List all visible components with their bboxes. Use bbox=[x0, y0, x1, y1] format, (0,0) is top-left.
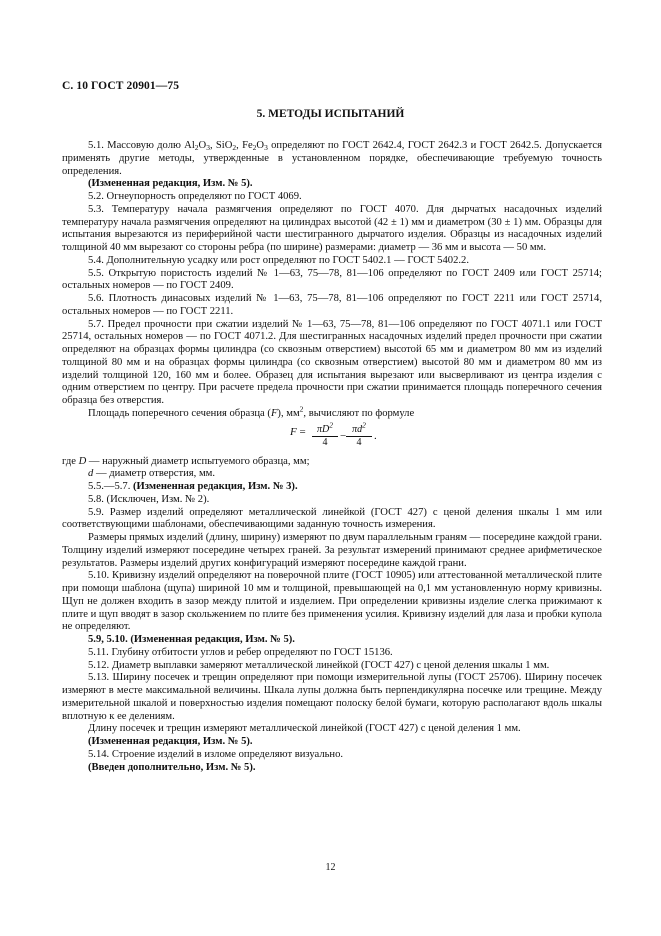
paragraph-5-9-b: Размеры прямых изделий (длину, ширину) измеряют по двум параллельным граням — посередине каждой грани. Толщину изделий измеряют посередине четырех граней. За результат измерений принимают среднее арифметическое результатов. Размеры изделий других конфигураций измеряют посередине каждой грани. bbox=[62, 532, 602, 569]
formula-lhs: F = bbox=[290, 425, 306, 438]
paragraph-5-12: 5.12. Диаметр выплавки замеряют металлической линейкой (ГОСТ 427) с ценой деления шкалы 1 мм. bbox=[88, 659, 550, 671]
where-d: d — диаметр отверстия, мм. bbox=[88, 468, 216, 480]
paragraph-5-6: 5.6. Плотность динасовых изделий № 1—63, 75—78, 81—106 определяют по ГОСТ 2211 или ГОСТ 25714, остальных номеров — по ГОСТ 2211. bbox=[62, 293, 602, 317]
formula-fraction-outer: $\frac{\pi D^2}{4}$ bbox=[312, 424, 338, 451]
paragraph-5-5-5-7: 5.5.—5.7. (Измененная редакция, Изм. № 3). bbox=[88, 481, 298, 492]
addition-note: (Введен дополнительно, Изм. № 5). bbox=[88, 761, 256, 773]
paragraph-5-3: 5.3. Температуру начала размягчения определяют по ГОСТ 4070. Для дырчатых насадочных изделий температуру начала размягчения определяют на цилиндрах высотой (42 ± 1) мм и диаметром (30 ± 1) мм. Образцы для испытания вырезаются из периферийной части шестигранного дырчатого изделия. Образцы из насадочных изделий толщиной 40 мм вырезают со стороны ребра (по ширине) размерами: диаметр — 36 мм и высота — 50 мм. bbox=[62, 203, 602, 253]
paragraph-5-1: 5.1. Массовую долю $Al_2O_3$, SiO$_2$, $Fe_2O_3$ определяют по ГОСТ 2642.4, ГОСТ 2642.3 и ГОСТ 2642.5. Допускается применять другие методы, утвержденные в установленном порядке, обеспечивающие требуемую точность определения. bbox=[62, 140, 602, 177]
page-number: 12 bbox=[325, 862, 336, 873]
section-title: 5. МЕТОДЫ ИСПЫТАНИЙ bbox=[256, 108, 405, 120]
paragraph-5-13: 5.13. Ширину посечек и трещин определяют при помощи измерительной лупы (ГОСТ 25706). Ширину посечек измеряют в месте максимальной величины. Шкала лупы должна быть перпендикулярна посечке или трещине. Между измерительной шкалой и поверхностью изделия помещают полоску белой бумаги, которую располагают вдоль шкалы вплотную к ее делениям. bbox=[62, 672, 602, 722]
paragraph-5-14: 5.14. Строение изделий в изломе определяют визуально. bbox=[88, 748, 344, 760]
paragraph-5-2: 5.2. Огнеупорность определяют по ГОСТ 4069. bbox=[88, 191, 302, 202]
paragraph-5-9: 5.9. Размер изделий определяют металлической линейкой (ГОСТ 427) с ценой деления шкалы 1 мм или соответствующими шаблонами, обеспечивающими заданную точность измерения. bbox=[62, 506, 602, 531]
paragraph-5-13-b: Длину посечек и трещин измеряют металлической линейкой (ГОСТ 427) с ценой деления 1 мм. bbox=[88, 723, 521, 735]
paragraph-5-5: 5.5. Открытую пористость изделий № 1—63, 75—78, 81—106 определяют по ГОСТ 2409 или ГОСТ 25714; остальных номеров — по ГОСТ 2409. bbox=[62, 267, 602, 292]
area-intro: Площадь поперечного сечения образца (F), $мм^2$, вычисляют по формуле bbox=[88, 404, 415, 419]
formula-end: . bbox=[374, 429, 377, 442]
formula-fraction-inner: $\frac{\pi d^2}{4}$ bbox=[346, 424, 372, 451]
amendment-note: (Измененная редакция, Изм. № 5). bbox=[88, 178, 253, 190]
document-body bbox=[62, 140, 602, 774]
paragraph-5-4: 5.4. Дополнительную усадку или рост определяют по ГОСТ 5402.1 — ГОСТ 5402.2. bbox=[88, 254, 469, 266]
paragraph-5-10: 5.10. Кривизну изделий определяют на поверочной плите (ГОСТ 10905) или аттестованной металлической плите при помощи шаблона (щупа) шириной 10 мм и толщиной, превышающей на 0,1 мм установленную норму кривизны. Щуп не должен входить в зазор между плитой и изделием. При определении кривизны изделие слегка прижимают к плите и щуп вводят в зазор скольжением по плите без применения усилия. Кривизну изделий для лаза и пробки купола не определяют. bbox=[62, 570, 602, 633]
area-formula bbox=[62, 420, 602, 454]
page-header: С. 10 ГОСТ 20901—75 bbox=[62, 80, 180, 92]
paragraph-5-9-5-10: 5.9, 5.10. (Измененная редакция, Изм. № 5). bbox=[88, 634, 295, 645]
where-D: где D — наружный диаметр испытуемого образца, мм; bbox=[62, 455, 310, 467]
amendment-note-2: (Измененная редакция, Изм. № 5). bbox=[88, 736, 253, 747]
paragraph-5-8: 5.8. (Исключен, Изм. № 2). bbox=[88, 493, 210, 505]
paragraph-5-11: 5.11. Глубину отбитости углов и ребер определяют по ГОСТ 15136. bbox=[88, 646, 393, 658]
paragraph-5-7: 5.7. Предел прочности при сжатии изделий № 1—63, 75—78, 81—106 определяют по ГОСТ 4071.1 или ГОСТ 25714, остальных номеров — по ГОСТ 4071.2. Для шестигранных насадочных изделий предел прочности при сжатии определяют на образцах формы цилиндра (со сквозным отверстием) высотой 65 мм и диаметром 80 мм из изделий толщиной 80 мм и на образцах формы цилиндра (со сквозным отверстием) высотой 80 мм и диаметром 80 мм из изделий толщиной 120, 160 мм и более. Образец для испытания вырезают или высверливают из центра изделия с одним отверстием по центру. При расчете предела прочности при сжатии принимается площадь поперечного сечения образца без отверстия. bbox=[62, 318, 602, 406]
formula-minus: − bbox=[340, 429, 347, 442]
